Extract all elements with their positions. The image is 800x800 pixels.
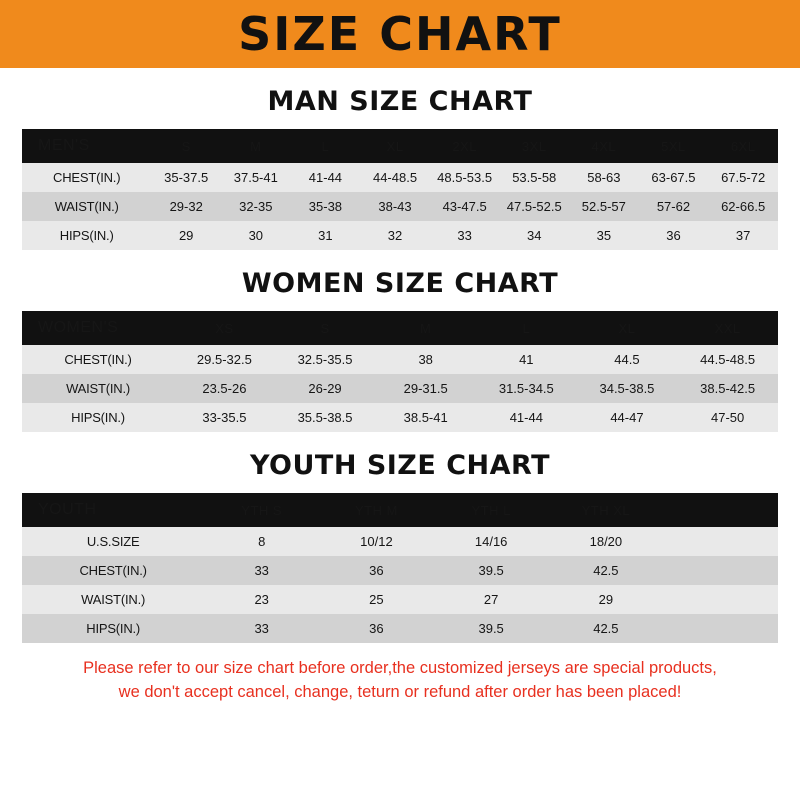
men-row-waist-label: WAIST(IN.): [22, 192, 151, 221]
men-row-hips-label: HIPS(IN.): [22, 221, 151, 250]
women-col-xxl: XXL: [714, 320, 741, 336]
youth-ussize-xl: 18/20: [549, 527, 664, 556]
women-table-header-row: [22, 311, 778, 345]
men-col-s: S: [181, 138, 191, 154]
footer-note-line-1: Please refer to our size chart before order,the customized jerseys are special products,: [83, 659, 717, 677]
men-col-2xl: 2XL: [452, 138, 477, 154]
youth-waist-s: 23: [204, 585, 319, 614]
youth-waist-l: 27: [434, 585, 549, 614]
women-chest-l: 41: [476, 345, 577, 374]
women-size-section: [0, 268, 800, 432]
men-size-section: [0, 86, 800, 250]
youth-row-hips-label: HIPS(IN.): [22, 614, 204, 643]
women-chest-xs: 29.5-32.5: [174, 345, 275, 374]
women-waist-l: 31.5-34.5: [476, 374, 577, 403]
men-chest-6xl: 67.5-72: [708, 163, 778, 192]
table-row: [22, 527, 778, 556]
men-col-l: L: [321, 138, 330, 154]
men-chest-5xl: 63-67.5: [639, 163, 709, 192]
youth-header-label: YOUTH: [38, 501, 97, 518]
women-col-s: S: [320, 320, 330, 336]
youth-hips-l: 39.5: [434, 614, 549, 643]
youth-chest-xl: 42.5: [549, 556, 664, 585]
youth-col-spacer: [663, 493, 778, 527]
youth-section-title: YOUTH SIZE CHART: [249, 450, 551, 481]
youth-row-ussize-label: U.S.SIZE: [22, 527, 204, 556]
men-row-chest-label: CHEST(IN.): [22, 163, 151, 192]
women-waist-xxl: 38.5-42.5: [677, 374, 778, 403]
youth-size-section: [0, 450, 800, 643]
youth-waist-m: 25: [319, 585, 434, 614]
footer-note-line-2: we don't accept cancel, change, teturn or refund after order has been placed!: [118, 682, 682, 701]
men-chest-4xl: 58-63: [569, 163, 639, 192]
men-waist-l: 35-38: [291, 192, 361, 221]
youth-hips-s: 33: [204, 614, 319, 643]
youth-chest-spacer: [663, 556, 778, 585]
men-waist-s: 29-32: [151, 192, 221, 221]
women-size-table: [22, 311, 778, 432]
youth-waist-spacer: [663, 585, 778, 614]
header-band: [0, 0, 800, 68]
youth-ussize-spacer: [663, 527, 778, 556]
youth-col-l: YTH L: [471, 502, 511, 518]
table-row: [22, 585, 778, 614]
women-chest-m: 38: [375, 345, 476, 374]
men-col-4xl: 4XL: [591, 138, 617, 154]
men-hips-2xl: 33: [430, 221, 500, 250]
men-waist-6xl: 62-66.5: [708, 192, 778, 221]
men-chest-s: 35-37.5: [151, 163, 221, 192]
youth-size-table: [22, 493, 778, 643]
women-hips-xs: 33-35.5: [174, 403, 275, 432]
men-waist-3xl: 47.5-52.5: [499, 192, 569, 221]
men-hips-3xl: 34: [499, 221, 569, 250]
women-row-hips-label: HIPS(IN.): [22, 403, 174, 432]
men-hips-m: 30: [221, 221, 291, 250]
men-col-5xl: 5XL: [661, 138, 686, 154]
youth-chest-m: 36: [319, 556, 434, 585]
men-hips-6xl: 37: [708, 221, 778, 250]
women-waist-xl: 34.5-38.5: [577, 374, 678, 403]
women-chest-xxl: 44.5-48.5: [677, 345, 778, 374]
table-row: [22, 192, 778, 221]
table-row: [22, 345, 778, 374]
men-chest-m: 37.5-41: [221, 163, 291, 192]
men-col-3xl: 3XL: [521, 138, 547, 154]
men-col-xl: XL: [386, 138, 404, 154]
men-col-6xl: 6XL: [730, 138, 756, 154]
men-hips-s: 29: [151, 221, 221, 250]
women-waist-m: 29-31.5: [375, 374, 476, 403]
youth-col-s: YTH S: [241, 502, 283, 518]
men-chest-3xl: 53.5-58: [499, 163, 569, 192]
women-hips-m: 38.5-41: [375, 403, 476, 432]
men-hips-xl: 32: [360, 221, 430, 250]
men-waist-xl: 38-43: [360, 192, 430, 221]
men-waist-5xl: 57-62: [639, 192, 709, 221]
men-chest-2xl: 48.5-53.5: [430, 163, 500, 192]
youth-hips-m: 36: [319, 614, 434, 643]
women-chest-s: 32.5-35.5: [275, 345, 376, 374]
women-section-title: WOMEN SIZE CHART: [241, 268, 559, 299]
women-col-xl: XL: [618, 320, 636, 336]
men-hips-l: 31: [291, 221, 361, 250]
men-chest-xl: 44-48.5: [360, 163, 430, 192]
youth-hips-spacer: [663, 614, 778, 643]
footer-note: [0, 657, 800, 705]
women-waist-s: 26-29: [275, 374, 376, 403]
men-size-table: [22, 129, 778, 250]
men-hips-5xl: 36: [639, 221, 709, 250]
men-table-header-row: [22, 129, 778, 163]
women-hips-xxl: 47-50: [677, 403, 778, 432]
women-col-l: L: [522, 320, 531, 336]
men-waist-m: 32-35: [221, 192, 291, 221]
women-chest-xl: 44.5: [577, 345, 678, 374]
youth-ussize-m: 10/12: [319, 527, 434, 556]
youth-ussize-s: 8: [204, 527, 319, 556]
youth-col-m: YTH M: [354, 502, 398, 518]
youth-row-chest-label: CHEST(IN.): [22, 556, 204, 585]
page-title: SIZE CHART: [238, 7, 562, 61]
women-row-chest-label: CHEST(IN.): [22, 345, 174, 374]
youth-ussize-l: 14/16: [434, 527, 549, 556]
youth-row-waist-label: WAIST(IN.): [22, 585, 204, 614]
women-waist-xs: 23.5-26: [174, 374, 275, 403]
women-row-waist-label: WAIST(IN.): [22, 374, 174, 403]
youth-col-xl: YTH XL: [581, 502, 631, 518]
men-col-m: M: [250, 138, 262, 154]
table-row: [22, 556, 778, 585]
youth-hips-xl: 42.5: [549, 614, 664, 643]
table-row: [22, 374, 778, 403]
table-row: [22, 163, 778, 192]
women-col-xs: XS: [215, 320, 234, 336]
men-chest-l: 41-44: [291, 163, 361, 192]
table-row: [22, 221, 778, 250]
men-waist-4xl: 52.5-57: [569, 192, 639, 221]
men-header-label: MEN'S: [38, 137, 90, 154]
youth-table-header-row: [22, 493, 778, 527]
youth-chest-l: 39.5: [434, 556, 549, 585]
women-hips-l: 41-44: [476, 403, 577, 432]
women-header-label: WOMEN'S: [38, 319, 119, 336]
youth-chest-s: 33: [204, 556, 319, 585]
women-hips-s: 35.5-38.5: [275, 403, 376, 432]
women-hips-xl: 44-47: [577, 403, 678, 432]
youth-waist-xl: 29: [549, 585, 664, 614]
men-section-title: MAN SIZE CHART: [267, 86, 533, 117]
men-waist-2xl: 43-47.5: [430, 192, 500, 221]
women-col-m: M: [420, 320, 432, 336]
men-hips-4xl: 35: [569, 221, 639, 250]
table-row: [22, 614, 778, 643]
table-row: [22, 403, 778, 432]
